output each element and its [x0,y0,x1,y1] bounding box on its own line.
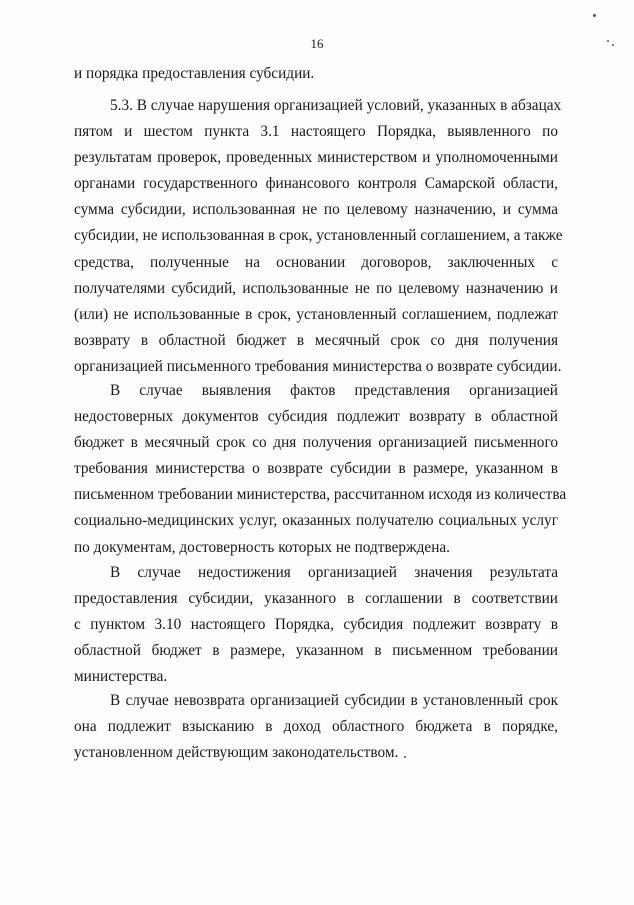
text-line: сумма субсидии, использованная не по целевому назначению, и сумма [74,201,558,219]
text-line: с пунктом 3.10 настоящего Порядка, субсидия подлежит возврату в [74,616,558,634]
paragraph-non-return [74,688,558,766]
scan-artifact [607,40,609,42]
text-line: 5.3. В случае нарушения организацией условий, указанных в абзацах [110,97,562,114]
text-line: В случае невозврата организацией субсидии в установленный срок [110,692,558,709]
text-line: В случае недостижения организацией значения результата [110,564,558,581]
text-line: (или) не использованные в срок, установленный соглашением, подлежат [74,305,558,323]
text-line: пятом и шестом пункта 3.1 настоящего Порядка, выявленного по [74,123,558,141]
text-line: социально-медицинских услуг, оказанных получателю социальных услуг [74,512,558,530]
scan-artifact [612,44,614,46]
scan-artifact [593,14,596,17]
text-line: бюджет в месячный срок со дня получения организацией письменного [74,434,558,452]
paragraph-result-not-achieved [74,560,558,690]
text-line: письменном требовании министерства, рассчитанном исходя из количества [74,486,567,504]
text-line: областной бюджет в размере, указанном в письменном требовании [74,642,558,660]
paragraph-5-3 [74,93,563,380]
text-line: и порядка предоставления субсидии. [74,65,315,82]
scan-artifact [404,756,406,758]
text-line: результатам проверок, проведенных министерством и уполномоченными [74,149,558,167]
page-number: 16 [310,36,324,51]
text-line: получателями субсидий, использованные не по целевому назначению и [74,279,558,297]
paragraph-continuation [74,61,558,87]
text-line: министерства. [74,668,168,686]
text-line: органами государственного финансового контроля Самарской области, [74,175,558,193]
text-line: она подлежит взысканию в доход областного бюджета в порядке, [74,718,558,736]
paragraph-false-documents [74,378,567,561]
text-line: требования министерства о возврате субсидии в размере, указанном в [74,460,558,478]
text-line: организацией письменного требования министерства о возврате субсидии. [74,357,562,375]
text-line: предоставления субсидии, указанного в соглашении в соответствии [74,590,558,608]
text-line: недостоверных документов субсидия подлежит возврату в областной [74,408,558,426]
text-line: В случае выявления фактов представления организацией [110,382,558,399]
text-line: средства, полученные на основании договоров, заключенных с [74,253,558,271]
text-line: установленном действующим законодательством. [74,744,399,762]
text-line: по документам, достоверность которых не подтверждена. [74,538,450,556]
text-line: возврату в областной бюджет в месячный срок со дня получения [74,331,558,349]
text-line: субсидии, не использованная в срок, установленный соглашением, а также [74,227,563,245]
